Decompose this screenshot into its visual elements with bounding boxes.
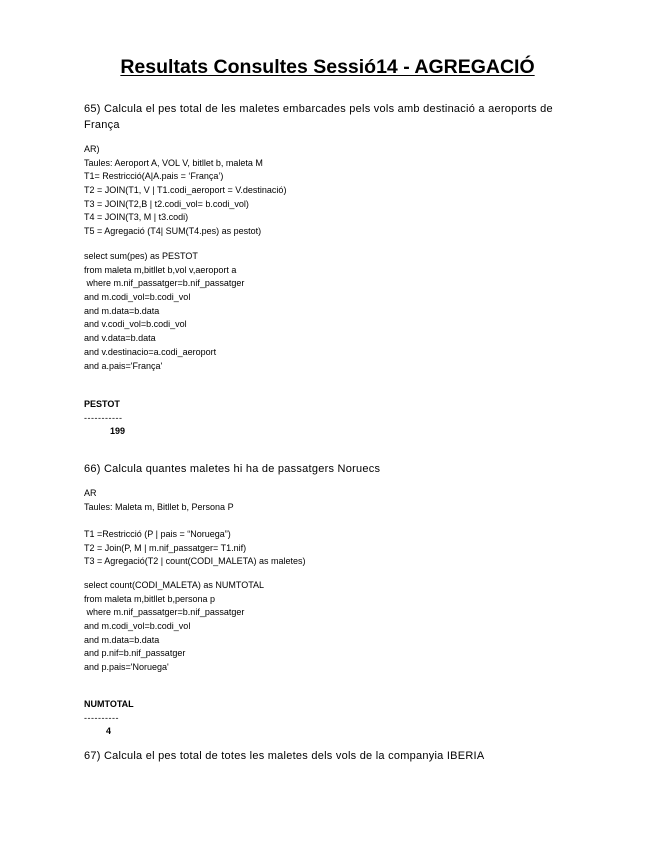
sql-line: and m.data=b.data	[84, 305, 160, 316]
ar-line: T2 = JOIN(T1, V | T1.codi_aeroport = V.destinació)	[84, 185, 287, 196]
result-value: 199	[110, 426, 126, 437]
sql-line: and v.codi_vol=b.codi_vol	[84, 319, 187, 330]
sql-line: select sum(pes) as PESTOT	[84, 251, 198, 261]
sql-line: and v.data=b.data	[84, 333, 156, 344]
page-title: Resultats Consultes Sessió14 - AGREGACIÓ	[120, 56, 535, 78]
ar-line: T4 = JOIN(T3, M | t3.codi)	[84, 212, 189, 223]
sql-line: and m.data=b.data	[84, 634, 160, 645]
ar-line: T5 = Agregació (T4| SUM(T4.pes) as pestot)	[84, 226, 262, 237]
sql-line: and m.codi_vol=b.codi_vol	[84, 621, 191, 632]
q65-result	[84, 398, 584, 439]
question-66	[84, 461, 584, 477]
ar-line: Taules: Aeroport A, VOL V, bitllet b, maleta M	[84, 157, 263, 168]
q66-relational-algebra	[84, 487, 584, 569]
question-65-line-1: 65) Calcula el pes total de les maletes embarcades pels vols amb destinació a aeroports de	[84, 103, 553, 115]
ar-line: AR)	[84, 144, 100, 154]
q66-sql-query	[84, 579, 584, 675]
sql-line: select count(CODI_MALETA) as NUMTOTAL	[84, 580, 265, 590]
ar-line: AR	[84, 488, 97, 498]
result-separator: -----------	[84, 412, 123, 423]
result-header: NUMTOTAL	[84, 699, 134, 709]
ar-line: T3 = JOIN(T2,B | t2.codi_vol= b.codi_vol)	[84, 198, 249, 209]
result-value: 4	[106, 726, 112, 737]
q66-result	[84, 698, 584, 739]
result-separator: ----------	[84, 712, 119, 723]
sql-line: and a.pais='França'	[84, 360, 163, 371]
ar-line: T2 = Join(P, M | m.nif_passatger= T1.nif)	[84, 542, 247, 553]
sql-line: and m.codi_vol=b.codi_vol	[84, 292, 191, 303]
question-65-line-2: França	[84, 119, 120, 131]
sql-line: from maleta m,bitllet b,vol v,aeroport a	[84, 264, 237, 275]
sql-line: and v.destinacio=a.codi_aeroport	[84, 346, 217, 357]
question-67-text: 67) Calcula el pes total de totes les maletes dels vols de la companyia IBERIA	[84, 750, 485, 762]
question-66-text: 66) Calcula quantes maletes hi ha de passatgers Noruecs	[84, 463, 381, 475]
question-65	[84, 101, 584, 133]
sql-line: and p.pais='Noruega'	[84, 662, 169, 673]
sql-line: and p.nif=b.nif_passatger	[84, 648, 186, 659]
result-header: PESTOT	[84, 399, 120, 409]
sql-line: where m.nif_passatger=b.nif_passatger	[84, 278, 245, 289]
sql-line: where m.nif_passatger=b.nif_passatger	[84, 607, 245, 618]
question-67	[84, 748, 584, 764]
ar-line: T1= Restricció(A|A.pais = ‘França’)	[84, 171, 224, 182]
ar-line: Taules: Maleta m, Bitllet b, Persona P	[84, 501, 234, 512]
q65-relational-algebra	[84, 143, 584, 239]
q65-sql-query	[84, 250, 584, 373]
sql-line: from maleta m,bitllet b,persona p	[84, 593, 216, 604]
ar-line: T3 = Agregació(T2 | count(CODI_MALETA) as maletes)	[84, 556, 306, 567]
ar-line: T1 =Restricció (P | pais = “Noruega”)	[84, 529, 231, 540]
